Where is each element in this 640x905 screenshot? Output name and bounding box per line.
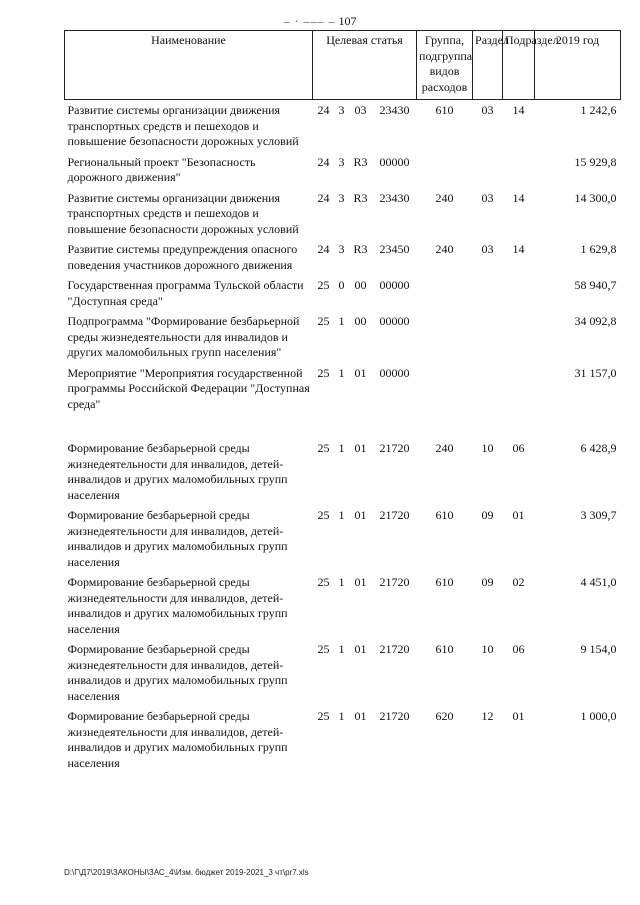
group-code <box>417 363 473 439</box>
table-header-row <box>65 31 621 100</box>
amount: 58 940,7 <box>574 278 617 292</box>
section-code: 03 <box>481 190 494 205</box>
amount: 31 157,0 <box>574 365 617 380</box>
code-d: 21720 <box>379 575 410 589</box>
section-code: 03 <box>481 103 494 117</box>
row-name: Развитие системы предупреждения опасного поведения участников дорожного движения <box>67 242 298 272</box>
code-c: 00 <box>354 314 367 328</box>
row-name: Формирование безбарьерной среды жизнедеятельности для инвалидов, детей-инвалидов и других маломобильных групп населения <box>67 575 288 636</box>
file-path-footer: D:\Г\Д7\2019\ЗАКОНЫ\ЗАС_4\Изм. бюджет 2019-2021_3 чт\рr7.xls <box>64 868 309 877</box>
amount: 15 929,8 <box>574 154 617 169</box>
group-code: 610 <box>435 508 454 522</box>
section-code <box>473 152 503 188</box>
table-row <box>65 505 621 572</box>
amount: 14 300,0 <box>574 190 617 205</box>
section-code: 09 <box>481 508 494 522</box>
group-code <box>417 311 473 363</box>
code-d: 21720 <box>379 508 410 522</box>
group-code: 610 <box>435 103 454 117</box>
group-code: 610 <box>435 642 454 656</box>
subsection-code: 01 <box>512 508 525 522</box>
code-c: 01 <box>354 709 367 723</box>
budget-table <box>64 30 621 773</box>
code-c: 01 <box>354 441 367 455</box>
code-a: 24 <box>317 242 330 256</box>
group-code: 610 <box>435 575 454 589</box>
section-code: 09 <box>481 575 494 589</box>
amount: 1 000,0 <box>580 709 617 723</box>
subsection-code: 06 <box>512 642 525 656</box>
subsection-code: 06 <box>512 441 525 455</box>
code-c: 01 <box>354 642 367 656</box>
code-a: 25 <box>317 709 330 723</box>
group-code <box>417 152 473 188</box>
amount: 34 092,8 <box>574 314 617 328</box>
header-group: Группа, подгруппа видов расходов <box>417 31 473 100</box>
table-row <box>65 152 621 188</box>
table-row <box>65 639 621 706</box>
code-b: 1 <box>338 314 345 328</box>
code-a: 25 <box>317 278 330 292</box>
code-d: 00000 <box>379 314 410 328</box>
group-code: 620 <box>435 709 454 723</box>
table-row <box>65 363 621 439</box>
code-a: 24 <box>317 103 330 117</box>
code-b: 3 <box>338 190 345 205</box>
subsection-code <box>503 311 535 363</box>
code-d: 23450 <box>379 242 410 256</box>
amount: 1 242,6 <box>580 103 617 117</box>
subsection-code: 14 <box>512 242 525 256</box>
subsection-code <box>503 152 535 188</box>
amount: 4 451,0 <box>580 575 617 589</box>
table-row <box>65 239 621 275</box>
section-code: 10 <box>481 441 494 455</box>
code-a: 25 <box>317 642 330 656</box>
header-subsection: Подраздел <box>503 31 535 100</box>
section-code: 12 <box>481 709 494 723</box>
header-name: Наименование <box>65 31 313 100</box>
code-d: 00000 <box>379 154 410 169</box>
code-d: 00000 <box>379 365 410 380</box>
subsection-code: 14 <box>512 103 525 117</box>
code-c: 03 <box>354 103 367 117</box>
code-a: 25 <box>317 365 330 380</box>
code-c: R3 <box>353 154 368 169</box>
code-c: 00 <box>354 278 367 292</box>
row-name: Региональный проект "Безопасность дорожного движения" <box>67 154 256 184</box>
section-code <box>473 363 503 439</box>
group-code: 240 <box>435 190 454 205</box>
amount: 1 629,8 <box>580 242 617 256</box>
row-name: Развитие системы организации движения транспортных средств и пешеходов и повышение безопасности дорожных условий <box>67 103 299 148</box>
code-b: 1 <box>338 642 345 656</box>
header-target-article: Целевая статья <box>313 31 417 100</box>
row-name: Развитие системы организации движения транспортных средств и пешеходов и повышение безопасности дорожных условий <box>67 190 299 236</box>
code-d: 21720 <box>379 709 410 723</box>
page-number: – · ––– – 107 <box>283 14 357 28</box>
code-c: 01 <box>354 508 367 522</box>
code-a: 24 <box>317 154 330 169</box>
group-code: 240 <box>435 441 454 455</box>
code-d: 23430 <box>379 103 410 117</box>
section-code: 10 <box>481 642 494 656</box>
code-c: 01 <box>354 365 367 380</box>
code-b: 3 <box>338 103 345 117</box>
code-d: 23430 <box>379 190 410 205</box>
header-year: 2019 год <box>535 31 621 100</box>
code-d: 00000 <box>379 278 410 292</box>
code-a: 25 <box>317 441 330 455</box>
subsection-code: 01 <box>512 709 525 723</box>
code-b: 1 <box>338 441 345 455</box>
group-code: 240 <box>435 242 454 256</box>
code-b: 1 <box>338 575 345 589</box>
row-name: Государственная программа Тульской области "Доступная среда" <box>67 278 304 308</box>
table-row <box>65 188 621 240</box>
table-row <box>65 438 621 505</box>
row-name: Мероприятие "Мероприятия государственной программы Российской Федерации "Доступная среда" <box>67 365 310 411</box>
section-code <box>473 311 503 363</box>
header-section: Раздел <box>473 31 503 100</box>
row-name: Формирование безбарьерной среды жизнедеятельности для инвалидов, детей-инвалидов и других маломобильных групп населения <box>67 508 288 569</box>
table-row <box>65 706 621 773</box>
amount: 9 154,0 <box>580 642 617 656</box>
code-b: 0 <box>338 278 345 292</box>
table-row <box>65 572 621 639</box>
row-name: Подпрограмма "Формирование безбарьерной среды жизнедеятельности для инвалидов и других маломобильных групп населения" <box>67 314 300 359</box>
table-row <box>65 311 621 363</box>
table-row <box>65 275 621 311</box>
code-c: R3 <box>353 242 368 256</box>
subsection-code: 02 <box>512 575 525 589</box>
row-name: Формирование безбарьерной среды жизнедеятельности для инвалидов, детей-инвалидов и других маломобильных групп населения <box>67 709 288 770</box>
code-c: R3 <box>353 190 368 205</box>
table-row <box>65 100 621 152</box>
code-d: 21720 <box>379 441 410 455</box>
subsection-code: 14 <box>512 190 525 205</box>
code-d: 21720 <box>379 642 410 656</box>
row-name: Формирование безбарьерной среды жизнедеятельности для инвалидов, детей-инвалидов и других маломобильных групп населения <box>67 642 288 703</box>
section-code <box>473 275 503 311</box>
subsection-code <box>503 275 535 311</box>
row-name: Формирование безбарьерной среды жизнедеятельности для инвалидов, детей-инвалидов и других маломобильных групп населения <box>67 441 288 502</box>
code-a: 25 <box>317 314 330 328</box>
section-code: 03 <box>481 242 494 256</box>
subsection-code <box>503 363 535 439</box>
code-a: 24 <box>317 190 330 205</box>
page-number-value: 107 <box>338 14 357 28</box>
code-b: 1 <box>338 365 345 380</box>
group-code <box>417 275 473 311</box>
code-b: 1 <box>338 709 345 723</box>
code-a: 25 <box>317 508 330 522</box>
code-c: 01 <box>354 575 367 589</box>
amount: 6 428,9 <box>580 441 617 455</box>
amount: 3 309,7 <box>580 508 617 522</box>
code-a: 25 <box>317 575 330 589</box>
code-b: 3 <box>338 242 345 256</box>
code-b: 1 <box>338 508 345 522</box>
code-b: 3 <box>338 154 345 169</box>
